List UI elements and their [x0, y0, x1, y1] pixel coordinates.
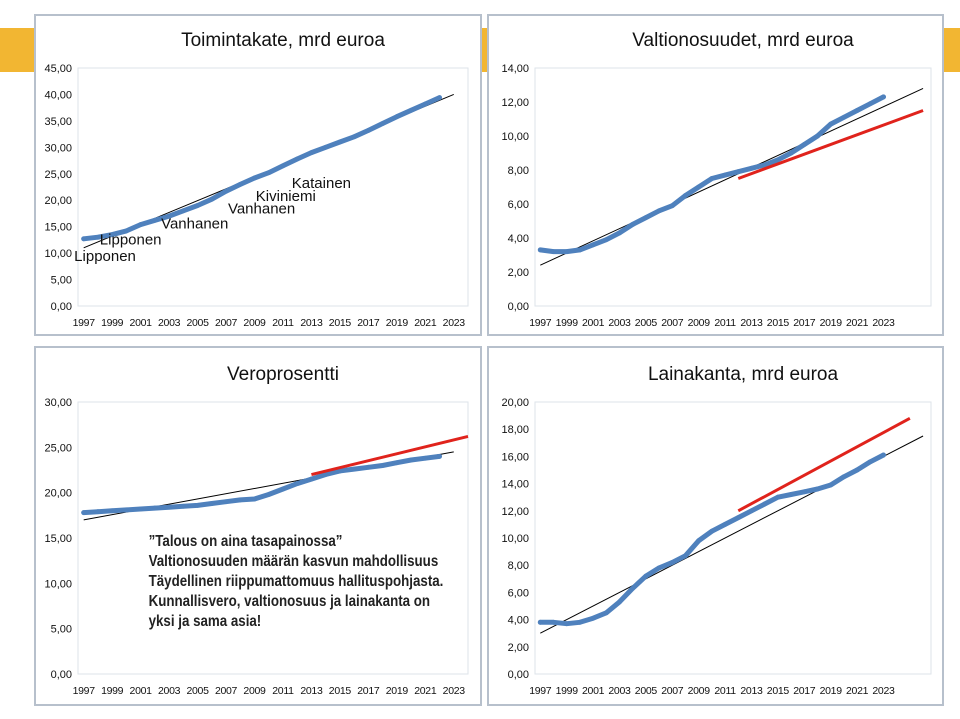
- data-point: [281, 163, 286, 168]
- data-point: [604, 237, 609, 242]
- data-point: [841, 474, 846, 479]
- data-point: [152, 506, 157, 511]
- y-tick-label: 15,00: [44, 221, 72, 234]
- chart-title: Veroprosentti: [227, 364, 339, 385]
- y-tick-label: 20,00: [44, 195, 72, 208]
- x-tick-label: 2009: [243, 317, 266, 329]
- data-point: [762, 502, 767, 507]
- data-point: [683, 553, 688, 558]
- data-point: [604, 610, 609, 615]
- x-tick-label: 2019: [385, 685, 408, 697]
- x-tick-label: 2015: [328, 317, 351, 329]
- data-point: [195, 503, 200, 508]
- highlight-line: [738, 418, 910, 510]
- callout-line: Valtionosuuden määrän kasvun mahdollisuus: [148, 553, 439, 570]
- y-tick-label: 5,00: [50, 623, 72, 636]
- y-tick-label: 20,00: [501, 397, 529, 409]
- y-tick-label: 0,00: [507, 669, 529, 681]
- chart-valtionosuudet: [489, 16, 942, 334]
- data-point: [252, 176, 257, 181]
- x-tick-label: 2023: [442, 685, 465, 697]
- x-tick-label: 2009: [243, 685, 266, 697]
- data-point: [855, 468, 860, 473]
- series-line: [84, 98, 440, 239]
- data-point: [81, 510, 86, 515]
- x-tick-label: 2021: [845, 685, 869, 697]
- annotation-label: Vanhanen: [227, 200, 296, 218]
- y-tick-label: 14,00: [501, 63, 529, 75]
- data-point: [138, 507, 143, 512]
- x-tick-label: 2011: [272, 685, 294, 697]
- x-tick-label: 2013: [740, 317, 763, 329]
- data-point: [815, 487, 820, 492]
- x-tick-label: 2017: [793, 317, 816, 329]
- x-tick-label: 2005: [186, 685, 209, 697]
- x-tick-label: 2001: [129, 317, 152, 329]
- data-point: [657, 566, 662, 571]
- x-tick-label: 2013: [740, 685, 763, 697]
- x-tick-label: 2001: [581, 685, 605, 697]
- data-point: [266, 170, 271, 175]
- data-point: [138, 222, 143, 227]
- data-point: [152, 218, 157, 223]
- y-tick-label: 30,00: [44, 397, 72, 409]
- data-point: [423, 456, 428, 461]
- data-point: [775, 495, 780, 500]
- data-point: [352, 467, 357, 472]
- x-tick-label: 2015: [766, 685, 789, 697]
- callout-box: [140, 528, 452, 638]
- y-tick-label: 15,00: [44, 533, 72, 545]
- x-tick-label: 2021: [414, 685, 437, 697]
- annotation-label: Katainen: [291, 175, 352, 193]
- data-point: [195, 203, 200, 208]
- x-tick-label: 1997: [72, 685, 95, 697]
- x-tick-label: 2019: [385, 317, 408, 329]
- annotation-label: Vanhanen: [161, 215, 229, 233]
- chart-panel-valtionosuudet: [487, 14, 944, 336]
- data-point: [366, 465, 371, 470]
- x-tick-label: 2011: [714, 685, 736, 697]
- data-point: [110, 508, 115, 513]
- data-point: [657, 208, 662, 213]
- x-tick-label: 2015: [328, 685, 351, 697]
- x-tick-label: 2017: [793, 685, 816, 697]
- data-point: [802, 142, 807, 147]
- data-point: [789, 492, 794, 497]
- annotation-label: Lipponen: [74, 248, 136, 266]
- data-point: [209, 197, 214, 202]
- y-tick-label: 2,00: [507, 641, 529, 654]
- y-tick-label: 6,00: [507, 587, 529, 600]
- x-tick-label: 2007: [661, 685, 684, 697]
- data-point: [352, 134, 357, 139]
- data-point: [736, 169, 741, 174]
- x-tick-label: 2013: [300, 317, 323, 329]
- data-point: [437, 454, 442, 459]
- x-tick-label: 2005: [634, 317, 657, 329]
- x-tick-label: 2017: [357, 685, 380, 697]
- data-point: [81, 236, 86, 241]
- y-tick-label: 5,00: [50, 274, 72, 287]
- chart-title: Valtionosuudet, mrd euroa: [632, 30, 854, 51]
- y-tick-label: 10,00: [44, 248, 72, 261]
- y-tick-label: 16,00: [501, 451, 529, 464]
- x-tick-label: 2023: [872, 317, 895, 329]
- data-point: [617, 231, 622, 236]
- x-tick-label: 2015: [766, 317, 789, 329]
- data-point: [696, 538, 701, 543]
- data-point: [238, 498, 243, 503]
- data-point: [238, 182, 243, 187]
- x-tick-label: 2019: [819, 685, 842, 697]
- data-point: [828, 483, 833, 488]
- callout-line: ”Talous on aina tasapainossa”: [148, 533, 343, 550]
- data-point: [437, 95, 442, 100]
- x-tick-label: 2023: [442, 317, 465, 329]
- y-tick-label: 4,00: [507, 233, 529, 245]
- data-point: [802, 489, 807, 494]
- y-tick-label: 0,00: [507, 301, 529, 313]
- data-point: [617, 600, 622, 605]
- plot-area: [535, 402, 931, 674]
- highlight-line: [311, 436, 468, 474]
- chart-toimintakate: [36, 16, 480, 334]
- data-point: [868, 101, 873, 106]
- x-tick-label: 2023: [872, 685, 895, 697]
- data-point: [643, 215, 648, 220]
- y-tick-label: 8,00: [507, 165, 529, 177]
- data-point: [124, 507, 129, 512]
- series-line: [540, 455, 883, 624]
- series-line: [540, 97, 883, 252]
- x-tick-label: 2009: [687, 317, 710, 329]
- data-point: [380, 463, 385, 468]
- y-tick-label: 8,00: [507, 560, 529, 573]
- data-point: [394, 460, 399, 465]
- data-point: [670, 560, 675, 565]
- callout-line: Täydellinen riippumattomuus hallituspohjasta.: [148, 573, 444, 590]
- data-point: [630, 586, 635, 591]
- data-point: [181, 504, 186, 509]
- x-tick-label: 2007: [214, 317, 238, 329]
- data-point: [538, 248, 543, 253]
- y-tick-label: 0,00: [50, 301, 72, 313]
- data-point: [167, 505, 172, 510]
- x-tick-label: 1997: [72, 317, 95, 329]
- data-point: [409, 108, 414, 113]
- data-point: [749, 166, 754, 171]
- annotation-label: Lipponen: [99, 231, 162, 249]
- data-point: [266, 492, 271, 497]
- x-tick-label: 2021: [845, 317, 869, 329]
- x-tick-label: 2003: [608, 685, 631, 697]
- data-point: [683, 193, 688, 198]
- data-point: [281, 487, 286, 492]
- data-point: [181, 208, 186, 213]
- x-tick-label: 2019: [819, 317, 842, 329]
- data-point: [252, 497, 257, 502]
- x-tick-label: 2005: [186, 317, 209, 329]
- x-tick-label: 2013: [300, 685, 323, 697]
- x-tick-label: 2001: [129, 685, 152, 697]
- data-point: [577, 248, 582, 253]
- y-tick-label: 10,00: [501, 533, 529, 545]
- x-tick-label: 1999: [101, 685, 124, 697]
- y-tick-label: 10,00: [44, 578, 72, 591]
- x-tick-label: 1999: [101, 317, 124, 329]
- y-tick-label: 2,00: [507, 267, 529, 279]
- data-point: [591, 616, 596, 621]
- data-point: [881, 453, 886, 458]
- x-tick-label: 2009: [687, 685, 710, 697]
- x-tick-label: 2003: [158, 317, 181, 329]
- callout-line: yksi ja sama asia!: [148, 613, 262, 630]
- x-tick-label: 2005: [634, 685, 657, 697]
- x-tick-label: 2021: [414, 317, 437, 329]
- data-point: [538, 620, 543, 625]
- y-tick-label: 25,00: [44, 442, 72, 455]
- data-point: [736, 515, 741, 520]
- data-point: [749, 508, 754, 513]
- data-point: [815, 134, 820, 139]
- y-tick-label: 45,00: [44, 63, 72, 75]
- x-tick-label: 1997: [529, 685, 552, 697]
- chart-title: Lainakanta, mrd euroa: [647, 364, 839, 385]
- y-tick-label: 35,00: [44, 115, 72, 128]
- data-point: [723, 173, 728, 178]
- data-point: [855, 108, 860, 113]
- data-point: [643, 574, 648, 579]
- data-point: [409, 458, 414, 463]
- data-point: [881, 95, 886, 100]
- x-tick-label: 2003: [608, 317, 631, 329]
- chart-panel-lainakanta: [487, 346, 944, 706]
- data-point: [224, 499, 229, 504]
- data-point: [709, 529, 714, 534]
- chart-veroprosentti: [36, 348, 480, 704]
- data-point: [423, 102, 428, 107]
- y-tick-label: 4,00: [507, 614, 529, 627]
- data-point: [630, 222, 635, 227]
- data-point: [564, 621, 569, 626]
- y-tick-label: 10,00: [501, 131, 529, 143]
- x-tick-label: 1997: [529, 317, 552, 329]
- data-point: [841, 115, 846, 120]
- chart-title: Toimintakate, mrd euroa: [181, 30, 385, 51]
- x-tick-label: 2001: [581, 317, 605, 329]
- data-point: [394, 114, 399, 119]
- y-tick-label: 20,00: [44, 487, 72, 500]
- y-tick-label: 6,00: [507, 199, 529, 211]
- y-tick-label: 40,00: [44, 89, 72, 102]
- data-point: [380, 121, 385, 126]
- data-point: [309, 150, 314, 155]
- y-tick-label: 30,00: [44, 142, 72, 155]
- data-point: [224, 189, 229, 194]
- annotation-label: Kiviniemi: [255, 187, 316, 205]
- series-line: [84, 456, 440, 512]
- data-point: [551, 249, 556, 254]
- y-tick-label: 25,00: [44, 168, 72, 181]
- data-point: [709, 176, 714, 181]
- x-tick-label: 1999: [555, 685, 578, 697]
- data-point: [696, 185, 701, 190]
- data-point: [577, 620, 582, 625]
- x-tick-label: 2003: [158, 685, 181, 697]
- data-point: [295, 481, 300, 486]
- y-tick-label: 0,00: [50, 669, 72, 681]
- chart-panel-toimintakate: [34, 14, 482, 336]
- data-point: [323, 145, 328, 150]
- chart-panel-veroprosentti: [34, 346, 482, 706]
- x-tick-label: 2011: [714, 317, 736, 329]
- callout-line: Kunnallisvero, valtionosuus ja lainakanta on: [148, 593, 431, 610]
- chart-lainakanta: [489, 348, 942, 704]
- data-point: [591, 242, 596, 247]
- data-point: [789, 151, 794, 156]
- data-point: [868, 459, 873, 464]
- y-tick-label: 12,00: [501, 505, 529, 518]
- data-point: [96, 509, 101, 514]
- data-point: [337, 140, 342, 145]
- data-point: [295, 157, 300, 162]
- y-tick-label: 12,00: [501, 97, 529, 109]
- data-point: [209, 501, 214, 506]
- trend-line: [540, 88, 923, 265]
- x-tick-label: 2007: [661, 317, 684, 329]
- data-point: [366, 128, 371, 133]
- data-point: [670, 203, 675, 208]
- data-point: [828, 122, 833, 127]
- highlight-line: [738, 111, 923, 179]
- x-tick-label: 2007: [214, 685, 238, 697]
- data-point: [551, 620, 556, 625]
- y-tick-label: 14,00: [501, 478, 529, 491]
- x-tick-label: 2011: [272, 317, 294, 329]
- data-point: [309, 477, 314, 482]
- x-tick-label: 1999: [555, 317, 578, 329]
- x-tick-label: 2017: [357, 317, 380, 329]
- data-point: [775, 157, 780, 162]
- data-point: [723, 522, 728, 527]
- y-tick-label: 18,00: [501, 424, 529, 437]
- data-point: [564, 249, 569, 254]
